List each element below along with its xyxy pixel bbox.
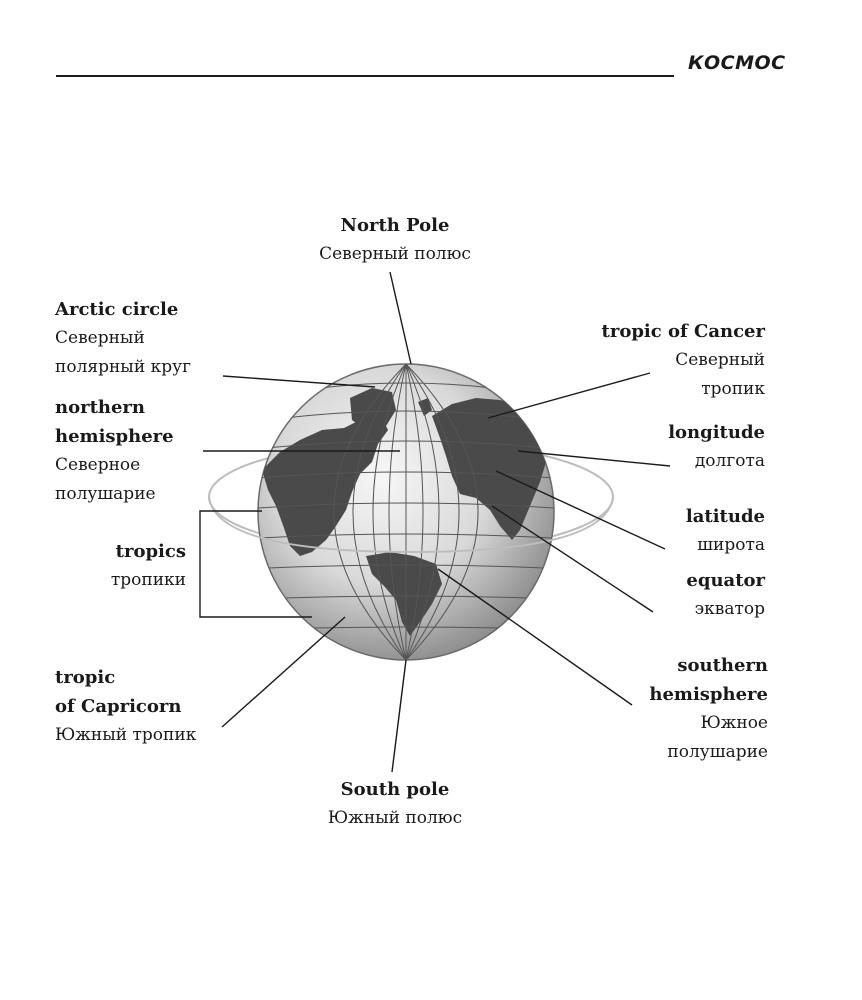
label-north-pole-en: North Pole <box>340 215 450 236</box>
label-south-pole <box>300 775 490 833</box>
label-arctic-circle <box>55 295 191 382</box>
label-south-pole-en: South pole <box>340 779 450 800</box>
label-southern-hemisphere-ru-1: Южное <box>700 713 768 733</box>
label-latitude-en: latitude <box>685 506 765 527</box>
label-tropics <box>60 537 186 595</box>
section-title: КОСМОС <box>688 52 786 74</box>
label-tropic-cancer <box>560 317 765 404</box>
label-longitude-ru: долгота <box>694 451 765 471</box>
label-tropic-capricorn <box>55 663 196 750</box>
label-arctic-circle-en: Arctic circle <box>55 299 179 320</box>
label-latitude <box>600 502 765 560</box>
label-tropics-en: tropics <box>115 541 186 562</box>
label-tropic-capricorn-en-1: tropic <box>55 667 116 688</box>
label-tropic-capricorn-en-2: of Capricorn <box>55 696 182 717</box>
label-arctic-circle-ru-2: полярный круг <box>55 357 191 377</box>
label-latitude-ru: широта <box>697 535 765 555</box>
label-northern-hemisphere <box>55 393 174 509</box>
label-south-pole-ru: Южный полюс <box>327 808 463 828</box>
leader-tropic-capricorn <box>222 617 345 727</box>
label-arctic-circle-ru-1: Северный <box>55 328 145 348</box>
label-northern-hemisphere-ru-2: полушарие <box>55 484 156 504</box>
leader-north-pole <box>390 272 411 364</box>
label-equator <box>600 566 765 624</box>
label-northern-hemisphere-ru-1: Северное <box>55 455 141 475</box>
label-north-pole <box>300 211 490 269</box>
label-northern-hemisphere-en-1: northern <box>55 397 145 418</box>
label-southern-hemisphere <box>600 651 768 767</box>
label-tropic-capricorn-ru: Южный тропик <box>55 725 197 745</box>
label-equator-en: equator <box>686 570 765 591</box>
label-southern-hemisphere-ru-2: полушарие <box>667 742 768 762</box>
label-northern-hemisphere-en-2: hemisphere <box>55 426 174 447</box>
label-longitude-en: longitude <box>668 422 765 443</box>
label-north-pole-ru: Северный полюс <box>319 244 471 264</box>
label-equator-ru: экватор <box>694 599 765 619</box>
label-tropics-ru: тропики <box>110 570 186 590</box>
label-tropic-cancer-ru-1: Северный <box>675 350 765 370</box>
label-southern-hemisphere-en-1: southern <box>677 655 768 676</box>
leader-south-pole <box>392 660 406 772</box>
label-southern-hemisphere-en-2: hemisphere <box>649 684 768 705</box>
label-tropic-cancer-ru-2: тропик <box>701 379 765 399</box>
label-longitude <box>600 418 765 476</box>
label-tropic-cancer-en: tropic of Cancer <box>601 321 765 342</box>
